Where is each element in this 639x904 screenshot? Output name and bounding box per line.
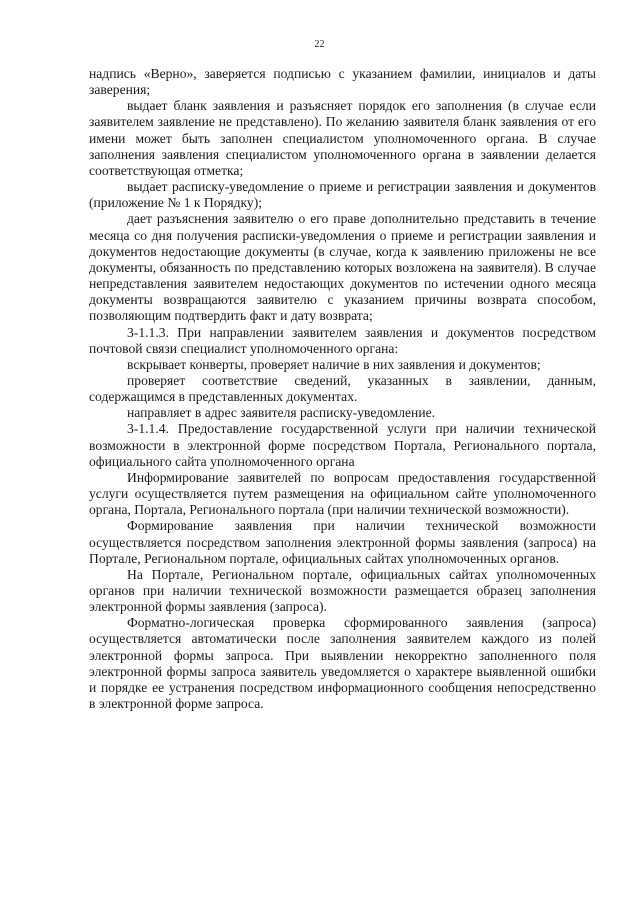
paragraph: надпись «Верно», заверяется подписью с указанием фамилии, инициалов и даты заверения; — [89, 66, 596, 98]
paragraph: выдает бланк заявления и разъясняет порядок его заполнения (в случае если заявителем заявление не представлено). По желанию заявителя бланк заявления от его имени может быть заполнен специалистом уполномоченного органа. В случае заполнения заявления специалистом уполномоченного органа в заявлении делается соответствующая отметка; — [89, 98, 596, 178]
paragraph: Информирование заявителей по вопросам предоставления государственной услуги осуществляется путем размещения на официальном сайте уполномоченного органа, Портала, Регионального портала (при наличии технической возможности). — [89, 469, 596, 518]
paragraph: направляет в адрес заявителя расписку-уведомление. — [127, 405, 436, 421]
paragraph: дает разъяснения заявителю о его праве дополнительно представить в течение месяца со дня получения расписки-уведомления о приеме и регистрации заявления и документов недостающие документы (в случае, когда к заявлению приложены не все документы, обязанность по представлению которых возложена на заявителя). В случае непредставления заявителем недостающих документов по истечении одного месяца документы возвращаются заявителю с указанием причины возврата способом, позволяющим подтвердить факт и дату возврата; — [89, 211, 596, 324]
paragraph: 3-1.1.4. Предоставление государственной услуги при наличии технической возможности в электронной форме посредством Портала, Регионального портала, официального сайта уполномоченного органа — [89, 421, 596, 469]
paragraph: проверяет соответствие сведений, указанных в заявлении, данным, содержащимся в представленных документах. — [89, 372, 596, 405]
page-number: 22 — [314, 39, 325, 50]
document-body — [89, 66, 596, 712]
paragraph: На Портале, Региональном портале, официальных сайтах уполномоченных органов при наличии технической возможности размещается образец заполнения электронной формы заявления (запроса). — [89, 566, 596, 615]
paragraph: вскрывает конверты, проверяет наличие в них заявления и документов; — [127, 356, 541, 372]
paragraph: выдает расписку-уведомление о приеме и регистрации заявления и документов (приложение № 1 к Порядку); — [89, 179, 596, 211]
paragraph: Форматно-логическая проверка сформированного заявления (запроса) осуществляется автоматически после заполнения заявителем каждого из полей электронной формы запроса. При выявлении некорректно заполненного поля электронной формы запроса заявитель уведомляется о характере выявленной ошибки и порядке ее устранения посредством информационного сообщения непосредственно в электронной форме запроса. — [89, 615, 596, 712]
paragraph: Формирование заявления при наличии технической возможности осуществляется посредством заполнения электронной формы заявления (запроса) на Портале, Региональном портале, официальных сайтах уполномоченных органов. — [89, 518, 596, 566]
paragraph: 3-1.1.3. При направлении заявителем заявления и документов посредством почтовой связи специалист уполномоченного органа: — [89, 324, 596, 356]
